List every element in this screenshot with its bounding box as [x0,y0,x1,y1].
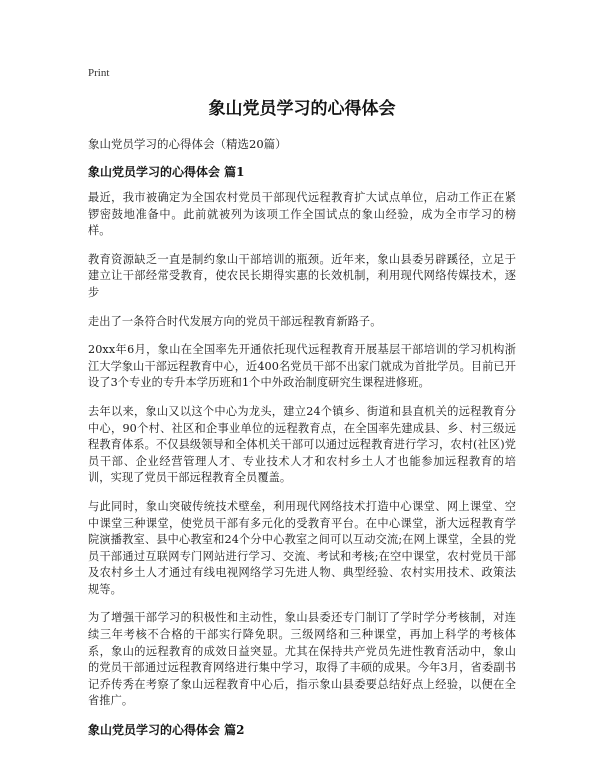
paragraph: 去年以来，象山又以这个中心为龙头，建立24个镇乡、街道和县直机关的远程教育分中心，90个村、社区和企事业单位的远程教育点，在全国率先建成县、乡、村三级远程教育体系。不仅县级领导和全体机关干部可以通过远程教育进行学习，农村(社区)党员干部、企业经营管理人才、专业技术人才和农村乡土人才也能参加远程教育的培训，实现了党员干部远程教育全员覆盖。 [88,404,516,485]
print-label[interactable]: Print [88,67,110,79]
document-page [88,66,516,748]
document-subtitle: 象山党员学习的心得体会（精选20篇） [88,137,287,151]
section-heading: 象山党员学习的心得体会 篇1 [88,165,245,179]
paragraph: 为了增强干部学习的积极性和主动性，象山县委还专门制订了学时学分考核制，对连续三年考核不合格的干部实行降免职。三级网络和三种课堂，再加上科学的考核体系，象山的远程教育的成效日益突显。尤其在保持共产党员先进性教育活动中，象山的党员干部通过远程教育网络进行集中学习，取得了丰硕的成果。今年3月，省委副书记乔传秀在考察了象山远程教育中心后，指示象山县委要总结好点上经验，以便在全省推广。 [88,611,516,708]
paragraph: 20xx年6月，象山在全国率先开通依托现代远程教育开展基层干部培训的学习机构浙江大学象山干部远程教育中心，近400名党员干部不出家门就成为首批学员。目前已开设了3个专业的专升本学历班和1个中外政治制度研究生课程进修班。 [88,343,517,390]
paragraph: 最近，我市被确定为全国农村党员干部现代远程教育扩大试点单位，启动工作正在紧锣密鼓地准备中。此前就被列为该项工作全国试点的象山经验，成为全市学习的榜样。 [88,191,516,238]
paragraph: 与此同时，象山突破传统技术壁垒，利用现代网络技术打造中心课堂、网上课堂、空中课堂三种课堂，使党员干部有多元化的受教育平台。在中心课堂，浙大远程教育学院演播教室、县中心教室和24个分中心教室之间可以互动交流;在网上课堂，全县的党员干部通过互联网专门网站进行学习、交流、考试和考核;在空中课堂，农村党员干部及农村乡土人才通过有线电视网络学习先进人物、典型经验、农村实用技术、政策法规等。 [88,499,516,596]
page-title: 象山党员学习的心得体会 [208,99,396,119]
section-heading: 象山党员学习的心得体会 篇2 [88,723,245,738]
section-1 [88,164,516,710]
section-2 [88,722,516,738]
paragraph: 走出了一条符合时代发展方向的党员干部远程教育新路子。 [88,314,382,328]
paragraph: 教育资源缺乏一直是制约象山干部培训的瓶颈。近年来，象山县委另辟蹊径，立足于建立让干部经常受教育，使农民长期得实惠的长效机制，利用现代网络传媒技术，逐步 [88,252,516,299]
